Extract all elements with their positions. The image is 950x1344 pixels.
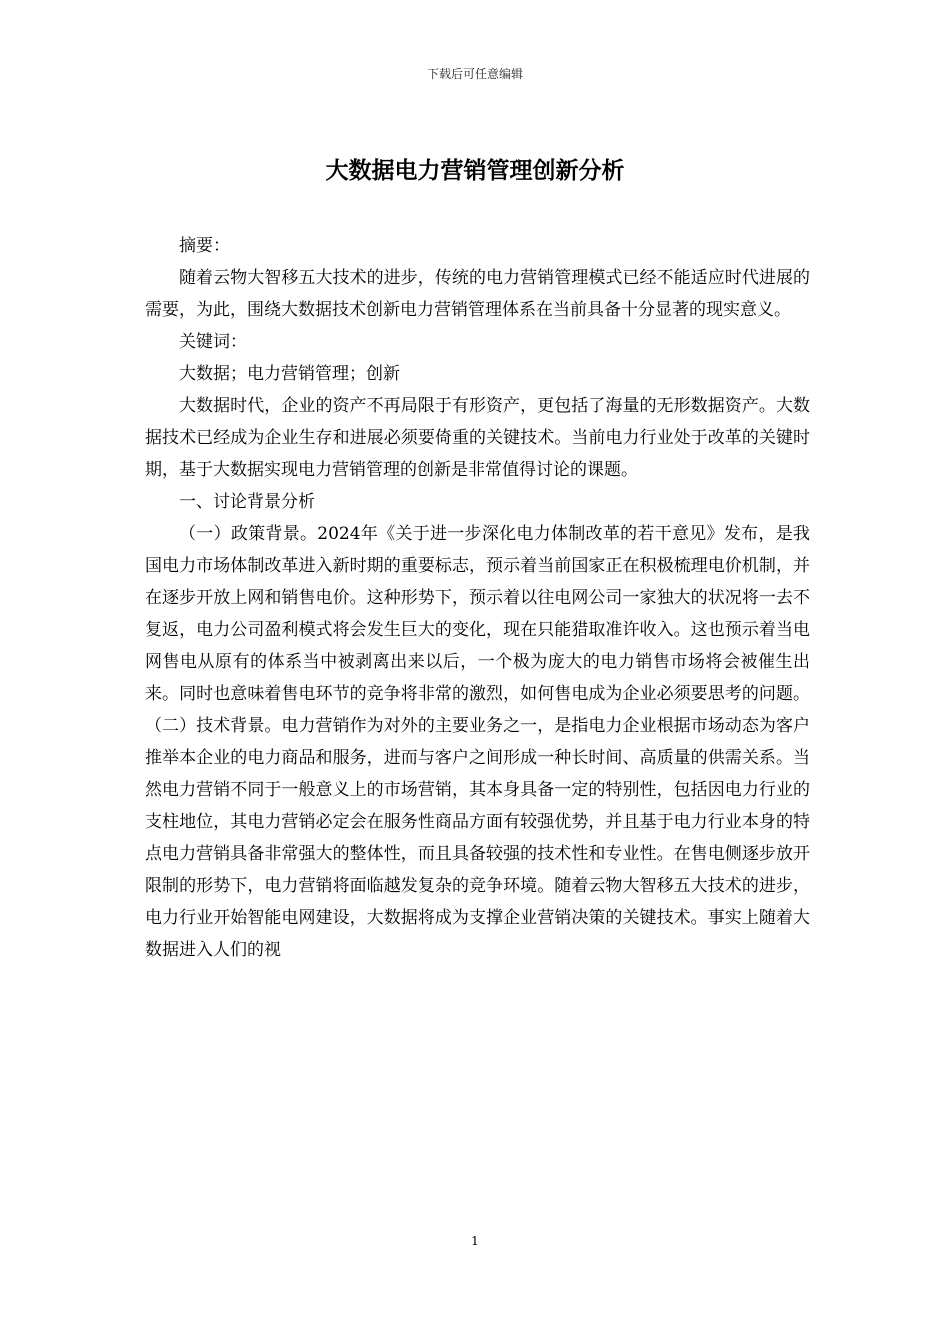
abstract-text: 随着云物大智移五大技术的进步，传统的电力营销管理模式已经不能适应时代进展的需要，为此，围绕大数据技术创新电力营销管理体系在当前具备十分显著的现实意义。	[145, 268, 810, 320]
keywords-text: 大数据；电力营销管理；创新	[179, 364, 400, 384]
intro-paragraph: 大数据时代，企业的资产不再局限于有形资产，更包括了海量的无形数据资产。大数据技术已经成为企业生存和进展必须要倚重的关键技术。当前电力行业处于改革的关键时期，基于大数据实现电力营销管理的创新是非常值得讨论的课题。	[145, 396, 810, 480]
header-note: 下载后可任意编辑	[426, 67, 523, 81]
document-body	[145, 230, 810, 966]
abstract-heading: 摘要：	[179, 236, 230, 256]
section-heading-background: 一、讨论背景分析	[179, 492, 315, 512]
document-title: 大数据电力营销管理创新分析	[325, 157, 625, 184]
keywords-heading: 关键词：	[179, 332, 247, 352]
background-paragraph: （一）政策背景。2024年《关于进一步深化电力体制改革的若干意见》发布，是我国电力市场体制改革进入新时期的重要标志，预示着当前国家正在积极梳理电价机制，并在逐步开放上网和销售电价。这种形势下，预示着以往电网公司一家独大的状况将一去不复返，电力公司盈利模式将会发生巨大的变化，现在只能猎取准许收入。这也预示着当电网售电从原有的体系当中被剥离出来以后，一个极为庞大的电力销售市场将会被催生出来。同时也意味着售电环节的竞争将非常的激烈，如何售电成为企业必须要思考的问题。（二）技术背景。电力营销作为对外的主要业务之一，是指电力企业根据市场动态为客户推举本企业的电力商品和服务，进而与客户之间形成一种长时间、高质量的供需关系。当然电力营销不同于一般意义上的市场营销，其本身具备一定的特别性，包括因电力行业的支柱地位，其电力营销必定会在服务性商品方面有较强优势，并且基于电力行业本身的特点电力营销具备非常强大的整体性，而且具备较强的技术性和专业性。在售电侧逐步放开限制的形势下，电力营销将面临越发复杂的竞争环境。随着云物大智移五大技术的进步，电力行业开始智能电网建设，大数据将成为支撑企业营销决策的关键技术。事实上随着大数据进入人们的视	[145, 524, 810, 960]
page-number: 1	[471, 1234, 479, 1248]
